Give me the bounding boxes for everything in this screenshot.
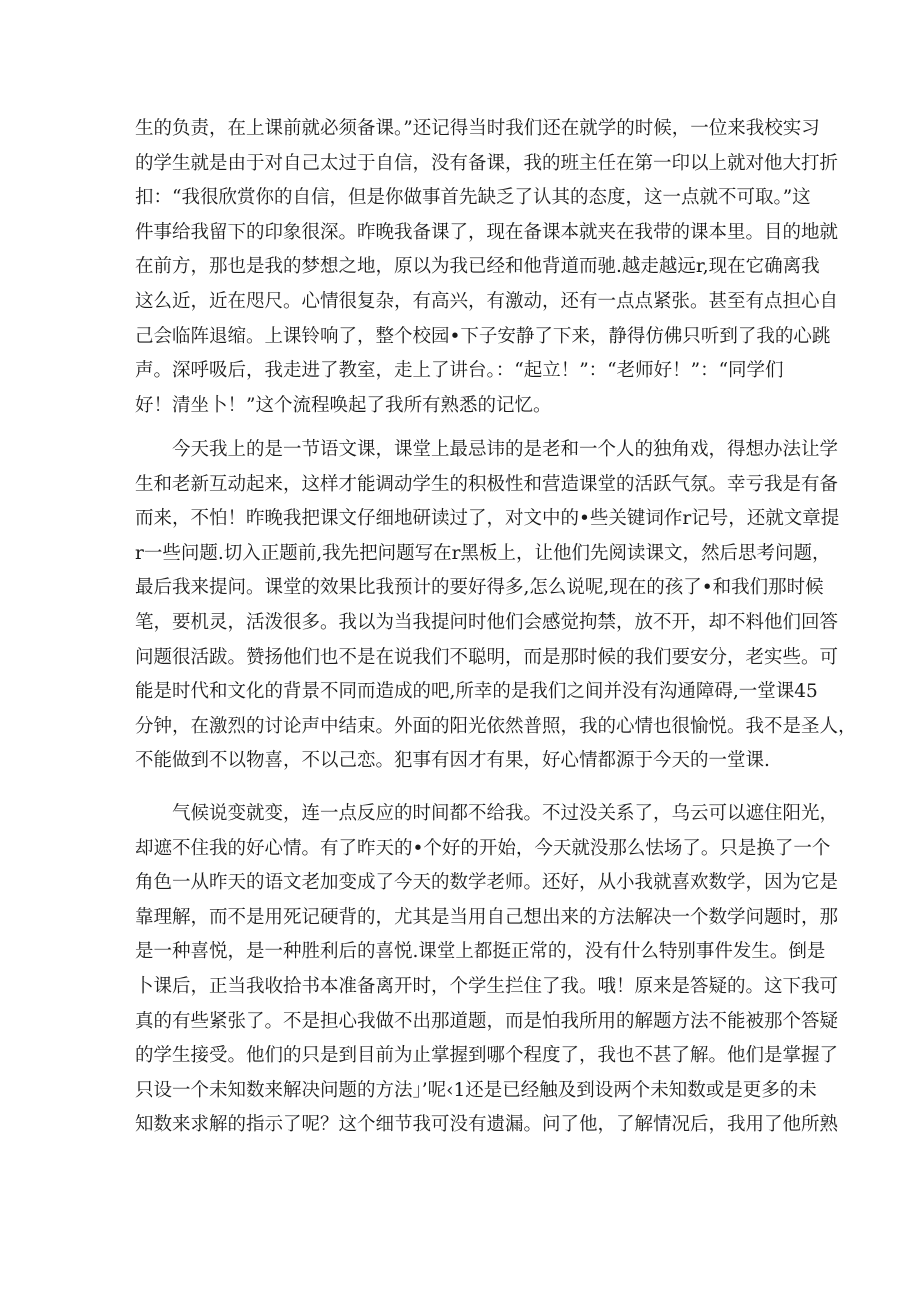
paragraph-line: 却遮不住我的好心情。有了昨天的•个好的开始，今天就没那么怯场了。只是换了一个 bbox=[135, 837, 831, 859]
paragraph-line: 件事给我留下的印象很深。昨晚我备课了，现在备课本就夹在我带的课本里。目的地就 bbox=[135, 221, 839, 243]
paragraph-line: 的学生接受。他们的只是到目前为止掌握到哪个程度了，我也不甚了解。他们是掌握了 bbox=[135, 1045, 839, 1067]
paragraph-line: 真的有些紧张了。不是担心我做不出那道题，而是怕我所用的解题方法不能被那个答疑 bbox=[135, 1010, 839, 1032]
paragraph-1 bbox=[135, 112, 839, 423]
paragraph-line: 笔，要机灵，活泼很多。我以为当我提问时他们会感觉拘禁，放不开，却不料他们回答 bbox=[135, 611, 839, 633]
paragraph-line: 卜课后，正当我收拾书本准备离开时，个学生拦住了我。哦！原来是答疑的。这下我可 bbox=[135, 975, 839, 997]
paragraph-line: 在前方，那也是我的梦想之地，原以为我已经和他背道而驰.越走越远r,现在它确离我 bbox=[135, 256, 820, 278]
paragraph-line: 最后我来提问。课堂的效果比我预计的要好得多,怎么说呢,现在的孩了•和我们那时候 bbox=[135, 577, 824, 599]
paragraph-line: 角色一从昨天的语文老加变成了今天的数学老师。还好，从小我就喜欢数学，因为它是 bbox=[135, 872, 839, 894]
paragraph-line: 能是时代和文化的背景不同而造成的吧,所幸的是我们之间并没有沟通障碍,一堂课45 bbox=[135, 681, 818, 703]
paragraph-line: 扣：“我很欣赏你的自信，但是你做事首先缺乏了认其的态度，这一点就不可取。”这 bbox=[135, 187, 811, 209]
paragraph-line: 不能做到不以物喜，不以己恋。犯事有因才有果，好心情都源于今天的一堂课. bbox=[135, 750, 770, 772]
paragraph-line: 己会临阵退缩。上课铃响了，整个校园•下子安静了下来，静得仿佛只听到了我的心跳 bbox=[135, 325, 831, 347]
paragraph-line: 的学生就是由于对自己太过于自信，没有备课，我的班主任在第一印以上就对他大打折 bbox=[135, 152, 839, 174]
paragraph-line: 靠理解，而不是用死记硬背的，尤其是当用自己想出来的方法解决一个数学问题时，那 bbox=[135, 906, 839, 928]
paragraph-line: 声。深呼吸后，我走进了教室，走上了讲台。：“起立！”：“老师好！”：“同学们 bbox=[135, 360, 784, 382]
paragraph-line: r一些问题.切入正题前,我先把问题写在r黑板上，让他们先阅读课文，然后思考问题， bbox=[135, 542, 831, 564]
paragraph-line: 是一种喜悦，是一种胜利后的喜悦.课堂上都挺正常的，没有什么特别事件发生。倒是 bbox=[135, 941, 826, 963]
paragraph-line: 生的负责，在上课前就必须备课。”还记得当时我们还在就学的时候，一位来我校实习 bbox=[135, 118, 820, 139]
paragraph-line: 今天我上的是一节语文课，课堂上最忌讳的是老和一个人的独角戏，得想办法让学 bbox=[172, 439, 839, 460]
paragraph-line: 气候说变就变，连一点反应的时间都不给我。不过没关系了，乌云可以遮住阳光， bbox=[172, 803, 839, 824]
paragraph-line: 好！清坐卜！”这个流程唤起了我所有熟悉的记忆。 bbox=[135, 394, 552, 416]
paragraph-line: 问题很活跋。赞扬他们也不是在说我们不聪明，而是那时候的我们要安分，老实些。可 bbox=[135, 646, 839, 668]
paragraph-line: 知数来求解的指示了呢？这个细节我可没有遗漏。问了他，了解情况后，我用了他所熟 bbox=[135, 1114, 839, 1136]
paragraph-line: 分钟，在激烈的讨论声中结束。外面的阳光依然普照，我的心情也很愉悦。我不是圣人， bbox=[135, 715, 857, 737]
paragraph-line: 而来，不怕！昨晚我把课文仔细地研读过了，对文中的•些关键词作r记号，还就文章提 bbox=[135, 508, 840, 530]
paragraph-3 bbox=[135, 797, 839, 1143]
paragraph-line: 只设一个未知数来解决问题的方法」’呢‹1还是已经触及到设两个未知数或是更多的未 bbox=[135, 1079, 817, 1101]
paragraph-line: 生和老新互动起来，这样才能调动学生的积极性和营造课堂的活跃气氛。幸亏我是有备 bbox=[135, 473, 839, 495]
paragraph-line: 这么近，近在咫尺。心情很复杂，有高兴，有激动，还有一点点紧张。甚至有点担心自 bbox=[135, 290, 839, 312]
paragraph-2 bbox=[135, 433, 857, 779]
